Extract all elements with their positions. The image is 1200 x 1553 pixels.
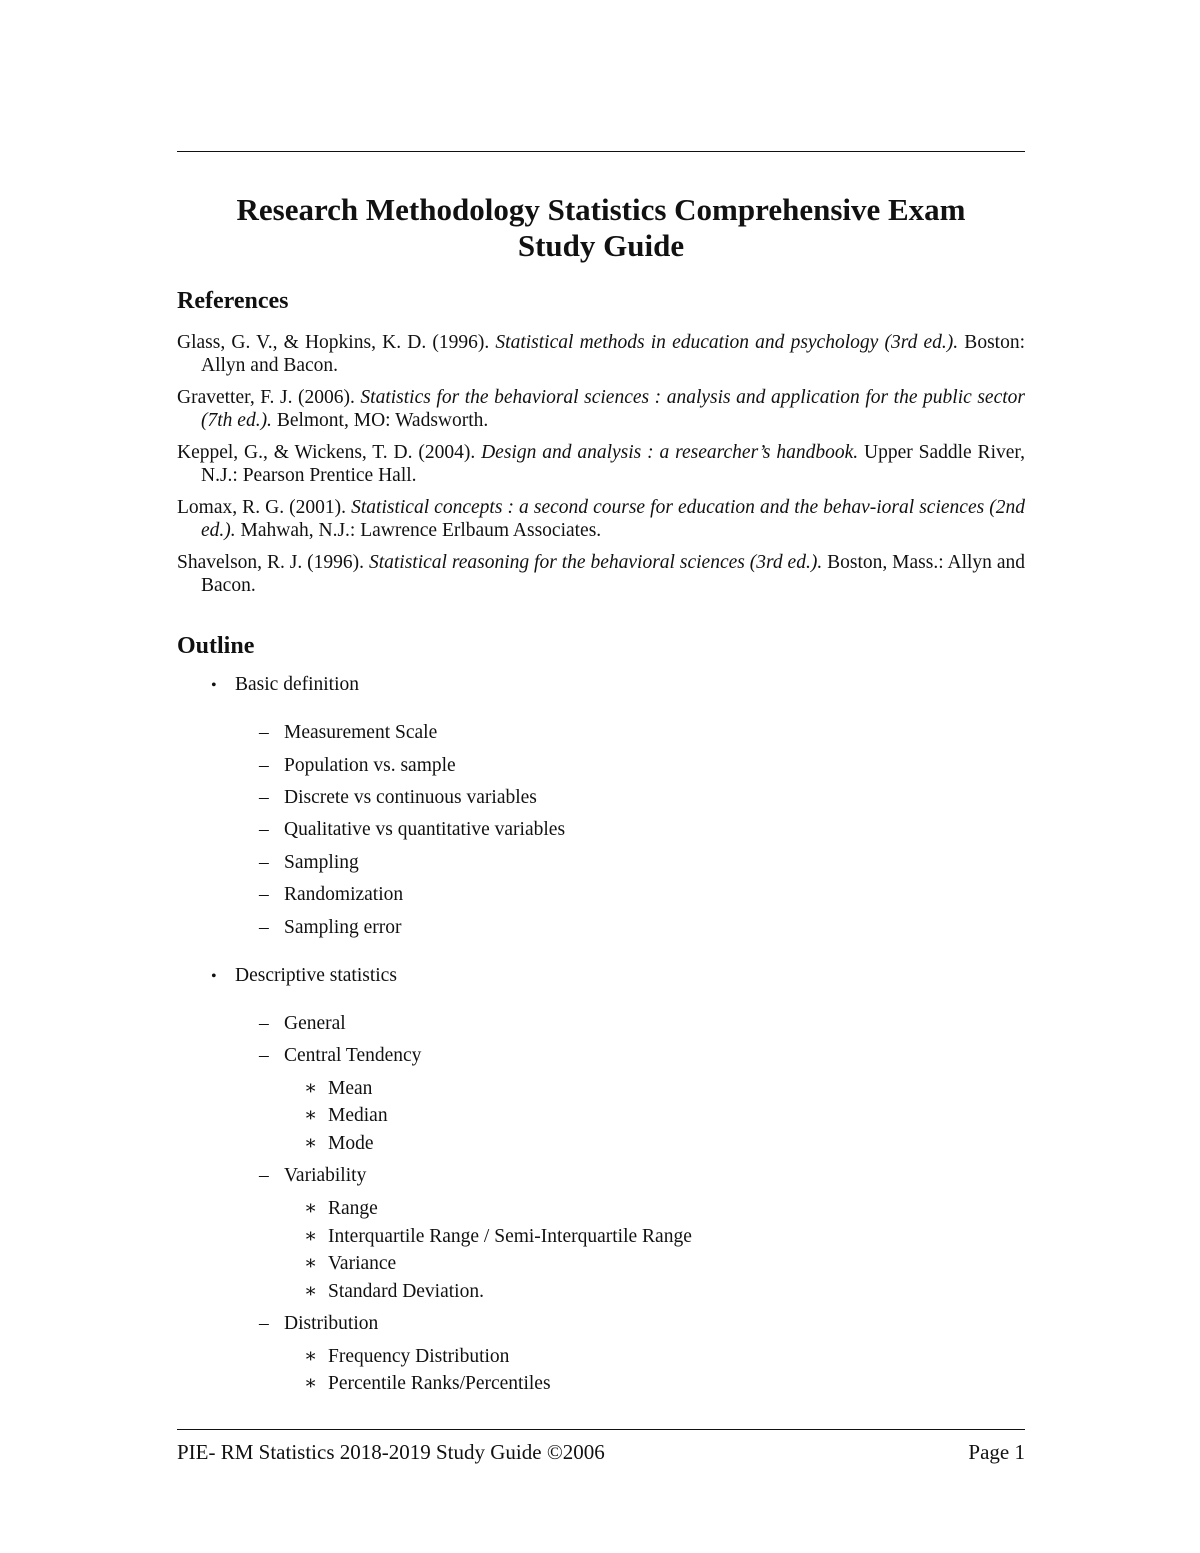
- reference-item: Keppel, G., & Wickens, T. D. (2004). Design and analysis : a researcher’s handbook. Upper Saddle River, N.J.: Pearson Prentice Hall.: [177, 442, 1025, 486]
- outline-subitem: – Distribution: [259, 1313, 379, 1334]
- outline-subitem: – Population vs. sample: [259, 755, 456, 776]
- outline-subsubitem: ∗ Variance: [304, 1253, 397, 1274]
- footer-rule: [177, 1429, 1025, 1430]
- outline-subsubitem: ∗ Median: [304, 1105, 388, 1126]
- outline-subitem: – General: [259, 1013, 346, 1034]
- outline-subsubitem: ∗ Percentile Ranks/Percentiles: [304, 1373, 551, 1394]
- outline-bullet-basic-definition: • Basic definition: [211, 674, 360, 695]
- reference-item: Shavelson, R. J. (1996). Statistical reasoning for the behavioral sciences (3rd ed.). Boston, Mass.: Allyn and Bacon.: [177, 552, 1025, 596]
- page-number: Page 1: [968, 1440, 1025, 1464]
- footer-text: PIE- RM Statistics 2018-2019 Study Guide ©2006: [177, 1440, 605, 1464]
- top-rule: [177, 151, 1025, 152]
- outline-subsubitem: ∗ Mode: [304, 1133, 374, 1154]
- outline-subitem: – Measurement Scale: [259, 722, 438, 743]
- outline-subitem: – Variability: [259, 1165, 367, 1186]
- outline-subitem: – Sampling error: [259, 917, 402, 938]
- title-line-1: Research Methodology Statistics Comprehensive Exam: [236, 192, 966, 227]
- outline-bullet-descriptive-statistics: • Descriptive statistics: [211, 965, 397, 986]
- outline-subitem: – Qualitative vs quantitative variables: [259, 819, 566, 840]
- outline-subitem: – Central Tendency: [259, 1045, 422, 1066]
- reference-item: Lomax, R. G. (2001). Statistical concepts : a second course for education and the behav-ioral sciences (2nd ed.). Mahwah, N.J.: Lawrence Erlbaum Associates.: [177, 497, 1026, 541]
- outline-subsubitem: ∗ Interquartile Range / Semi-Interquartile Range: [304, 1226, 692, 1247]
- outline-subsubitem: ∗ Frequency Distribution: [304, 1346, 510, 1367]
- title-line-2: Study Guide: [517, 228, 685, 263]
- references-heading: References: [177, 288, 289, 314]
- reference-item: Glass, G. V., & Hopkins, K. D. (1996). Statistical methods in education and psychology (3rd ed.). Boston: Allyn and Bacon.: [177, 332, 1025, 376]
- outline-subsubitem: ∗ Range: [304, 1198, 378, 1219]
- references-list: [177, 331, 1025, 606]
- outline-subitem: – Discrete vs continuous variables: [259, 787, 537, 808]
- document-title: [177, 192, 1025, 264]
- outline-subsubitem: ∗ Mean: [304, 1078, 373, 1099]
- outline-heading: Outline: [177, 633, 255, 659]
- reference-item: Gravetter, F. J. (2006). Statistics for the behavioral sciences : analysis and application for the public sector (7th ed.). Belmont, MO: Wadsworth.: [177, 387, 1025, 431]
- outline-subsubitem: ∗ Standard Deviation.: [304, 1281, 484, 1302]
- outline-subitem: – Sampling: [259, 852, 359, 873]
- outline-subitem: – Randomization: [259, 884, 404, 905]
